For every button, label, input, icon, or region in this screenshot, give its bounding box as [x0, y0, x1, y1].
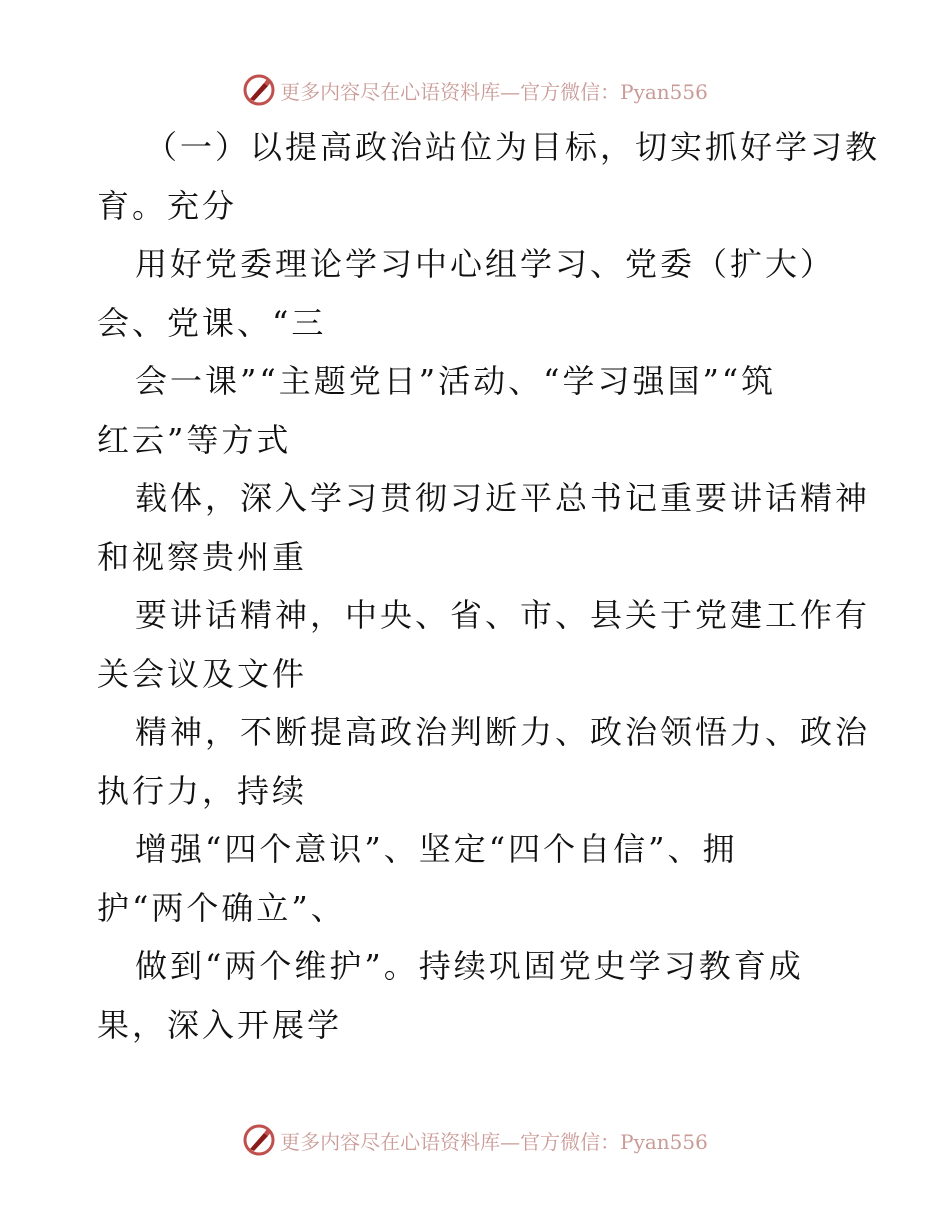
body-line: 育。充分 — [97, 186, 238, 225]
watermark-text: 更多内容尽在心语资料库—官方微信：Pyan556 — [280, 1129, 708, 1154]
body-line: 做到“两个维护”。持续巩固党史学习教育成 — [135, 947, 804, 985]
body-line: 红云”等方式 — [97, 420, 292, 459]
pen-logo-icon — [242, 73, 276, 107]
body-line: 果，深入开展学 — [97, 1005, 343, 1044]
body-line: 会、党课、“三 — [97, 303, 327, 342]
body-line: （一）以提高政治站位为目标，切实抓好学习教 — [145, 128, 881, 166]
body-line: 和视察贵州重 — [97, 537, 308, 576]
pen-logo-icon — [242, 1123, 276, 1157]
body-line: 精神，不断提高政治判断力、政治领悟力、政治 — [135, 713, 871, 751]
body-line: 要讲话精神，中央、省、市、县关于党建工作有 — [135, 596, 871, 634]
footer-watermark — [0, 1120, 950, 1160]
document-body — [97, 118, 881, 1054]
body-line: 执行力，持续 — [97, 771, 308, 810]
body-line: 载体，深入学习贯彻习近平总书记重要讲话精神 — [135, 479, 871, 517]
body-line: 关会议及文件 — [97, 654, 308, 693]
body-line: 用好党委理论学习中心组学习、党委（扩大） — [135, 245, 836, 283]
watermark-text: 更多内容尽在心语资料库—官方微信：Pyan556 — [280, 79, 708, 104]
header-watermark — [0, 70, 950, 110]
body-line: 增强“四个意识”、坚定“四个自信”、拥 — [135, 830, 738, 868]
body-line: 会一课”“主题党日”活动、“学习强国”“筑 — [135, 362, 777, 400]
body-line: 护“两个确立”、 — [97, 888, 346, 927]
